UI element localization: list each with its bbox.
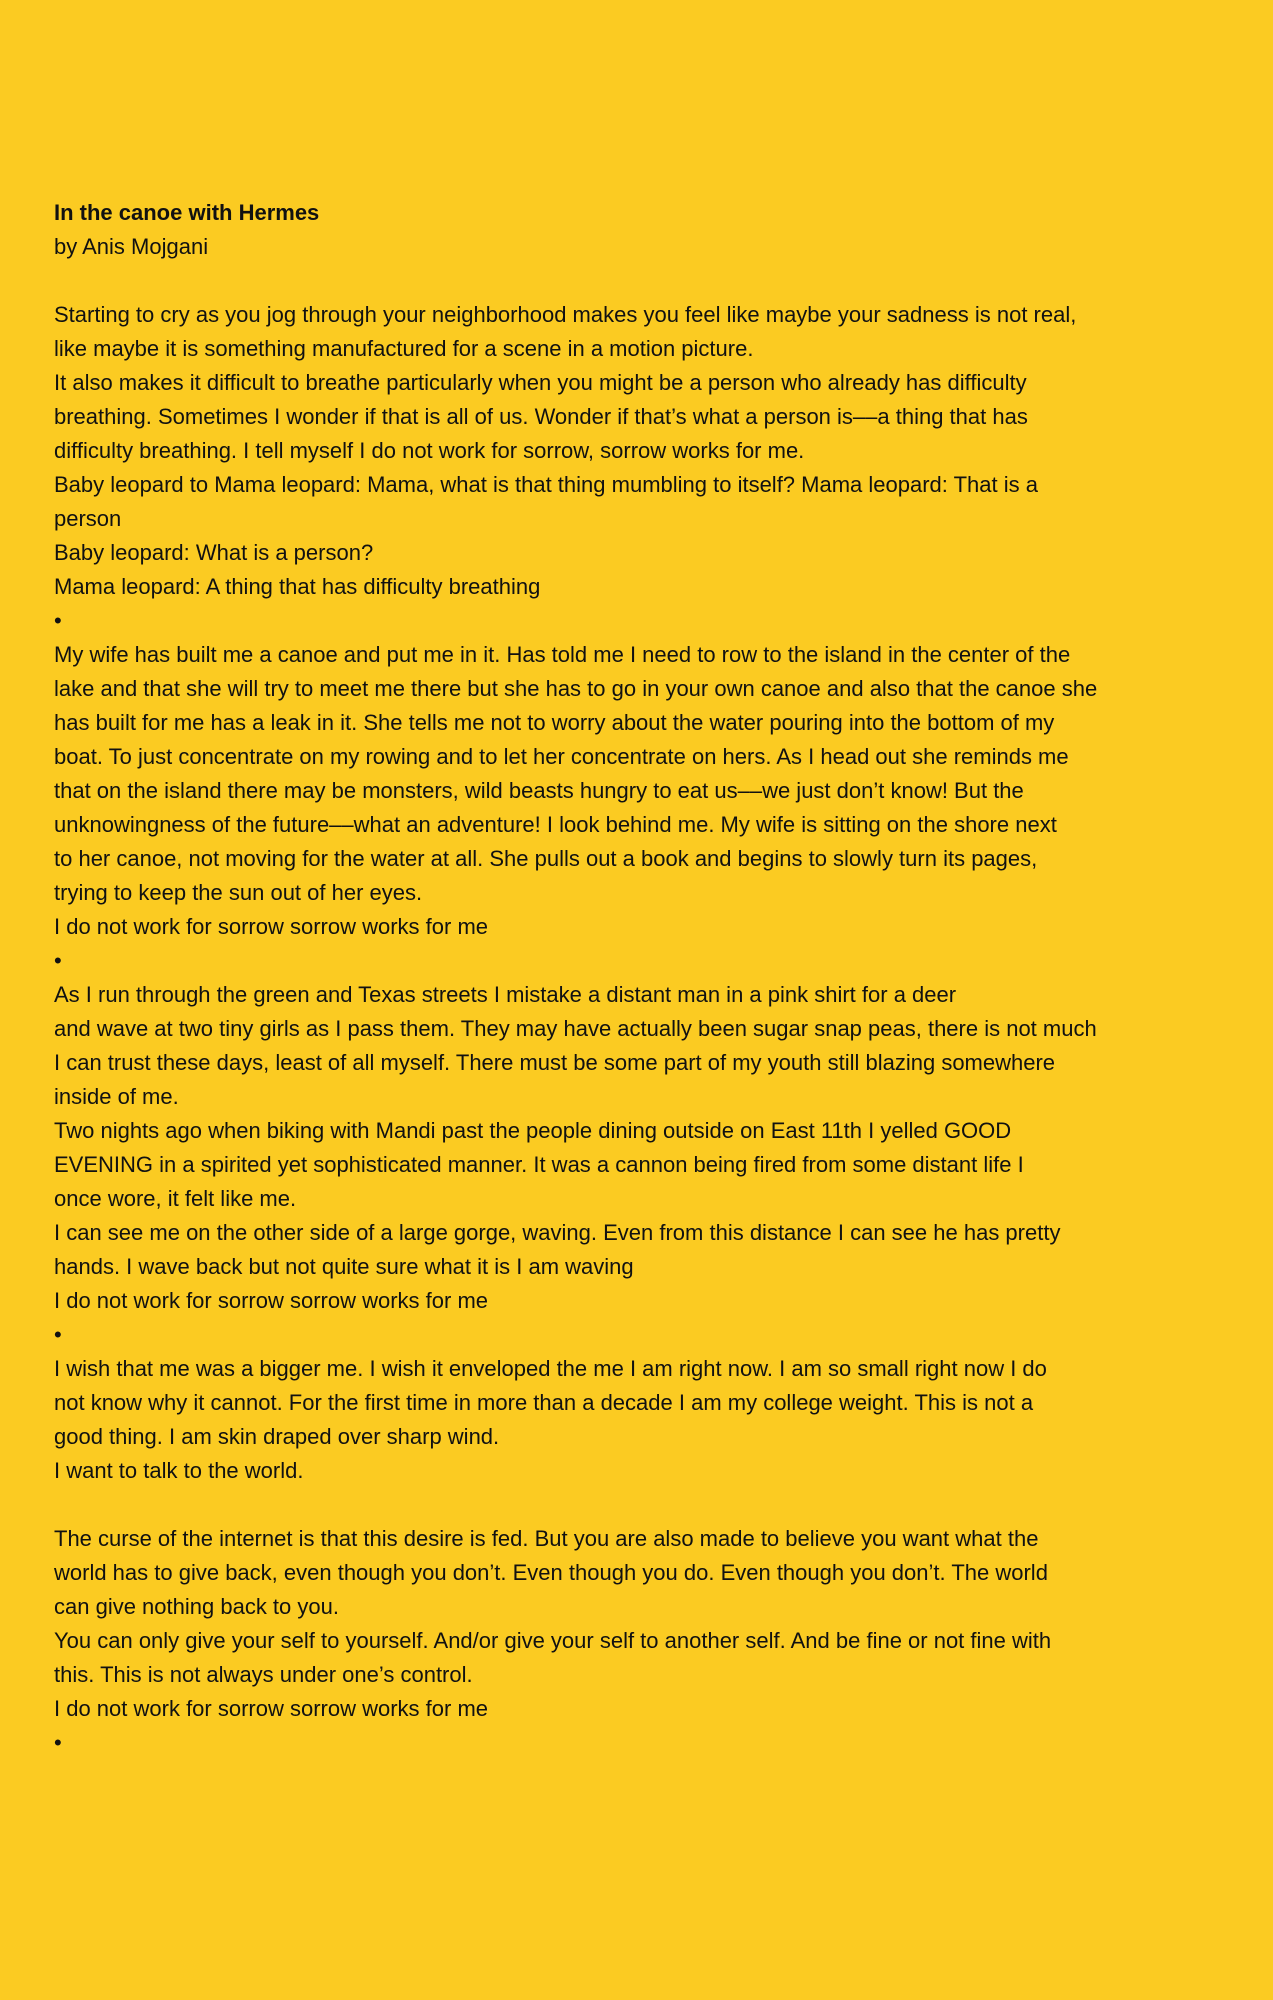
poem-line: boat. To just concentrate on my rowing and to let her concentrate on hers. As I head out she reminds me — [54, 744, 1069, 769]
poem-line: Starting to cry as you jog through your neighborhood makes you feel like maybe your sadness is not real, — [54, 302, 1077, 327]
poem-line: I want to talk to the world. — [54, 1458, 304, 1483]
poem-line: As I run through the green and Texas streets I mistake a distant man in a pink shirt for a deer — [54, 982, 957, 1007]
poem-line: lake and that she will try to meet me there but she has to go in your own canoe and also that the canoe she — [54, 676, 1098, 701]
section-divider-bullet: • — [54, 608, 62, 633]
poem-line: like maybe it is something manufactured for a scene in a motion picture. — [54, 336, 754, 361]
poem-byline: by Anis Mojgani — [54, 234, 209, 259]
poem-line: once wore, it felt like me. — [54, 1186, 297, 1211]
section-divider-bullet: • — [54, 1322, 62, 1347]
poem-line: My wife has built me a canoe and put me in it. Has told me I need to row to the island in the center of the — [54, 642, 1071, 667]
poem-line: I wish that me was a bigger me. I wish it enveloped the me I am right now. I am so small right now I do — [54, 1356, 1047, 1381]
poem-line: difficulty breathing. I tell myself I do not work for sorrow, sorrow works for me. — [54, 438, 805, 463]
poem-line: I do not work for sorrow sorrow works for me — [54, 1288, 489, 1313]
poem-line: Two nights ago when biking with Mandi past the people dining outside on East 11th I yelled GOOD — [54, 1118, 1012, 1143]
poem-line: good thing. I am skin draped over sharp wind. — [54, 1424, 500, 1449]
poem-line: I can see me on the other side of a large gorge, waving. Even from this distance I can see he has pretty — [54, 1220, 1061, 1245]
poem-line: not know why it cannot. For the first time in more than a decade I am my college weight. This is not a — [54, 1390, 1034, 1415]
poem-line: person — [54, 506, 122, 531]
blank-line — [54, 1488, 1233, 1522]
poem-line: The curse of the internet is that this desire is fed. But you are also made to believe you want what the — [54, 1526, 1039, 1551]
poem-line: Baby leopard: What is a person? — [54, 540, 374, 565]
poem-line: to her canoe, not moving for the water at all. She pulls out a book and begins to slowly turn its pages, — [54, 846, 1038, 871]
poem-line: I do not work for sorrow sorrow works for me — [54, 914, 489, 939]
poem-line: I can trust these days, least of all myself. There must be some part of my youth still blazing somewhere — [54, 1050, 1056, 1075]
section-divider-bullet: • — [54, 1730, 62, 1755]
poem-line: I do not work for sorrow sorrow works for me — [54, 1696, 489, 1721]
poem-line: You can only give your self to yourself. And/or give your self to another self. And be fine or not fine with — [54, 1628, 1052, 1653]
poem-line: Mama leopard: A thing that has difficulty breathing — [54, 574, 541, 599]
poem-line: that on the island there may be monsters, wild beasts hungry to eat us––we just don’t know! But the — [54, 778, 1024, 803]
poem-line: Baby leopard to Mama leopard: Mama, what is that thing mumbling to itself? Mama leopard: That is a — [54, 472, 1038, 497]
poem-line: this. This is not always under one’s control. — [54, 1662, 473, 1687]
section-divider-bullet: • — [54, 948, 62, 973]
blank-line — [54, 264, 1233, 298]
poem-line: can give nothing back to you. — [54, 1594, 339, 1619]
poem-line: unknowingness of the future––what an adventure! I look behind me. My wife is sitting on the shore next — [54, 812, 1057, 837]
poem-line: and wave at two tiny girls as I pass them. They may have actually been sugar snap peas, there is not much — [54, 1016, 1097, 1041]
poem-title: In the canoe with Hermes — [54, 200, 320, 225]
poem-line: has built for me has a leak in it. She tells me not to worry about the water pouring into the bottom of my — [54, 710, 1055, 735]
poem-line: EVENING in a spirited yet sophisticated manner. It was a cannon being fired from some distant life I — [54, 1152, 1024, 1177]
poem-line: It also makes it difficult to breathe particularly when you might be a person who already has difficulty — [54, 370, 1027, 395]
poem-line: world has to give back, even though you don’t. Even though you do. Even though you don’t. The world — [54, 1560, 1048, 1585]
poem-line: breathing. Sometimes I wonder if that is all of us. Wonder if that’s what a person is––a thing that has — [54, 404, 1028, 429]
poem-body — [54, 264, 1233, 1760]
poem-line: hands. I wave back but not quite sure what it is I am waving — [54, 1254, 634, 1279]
poem-line: inside of me. — [54, 1084, 179, 1109]
poem-line: trying to keep the sun out of her eyes. — [54, 880, 423, 905]
